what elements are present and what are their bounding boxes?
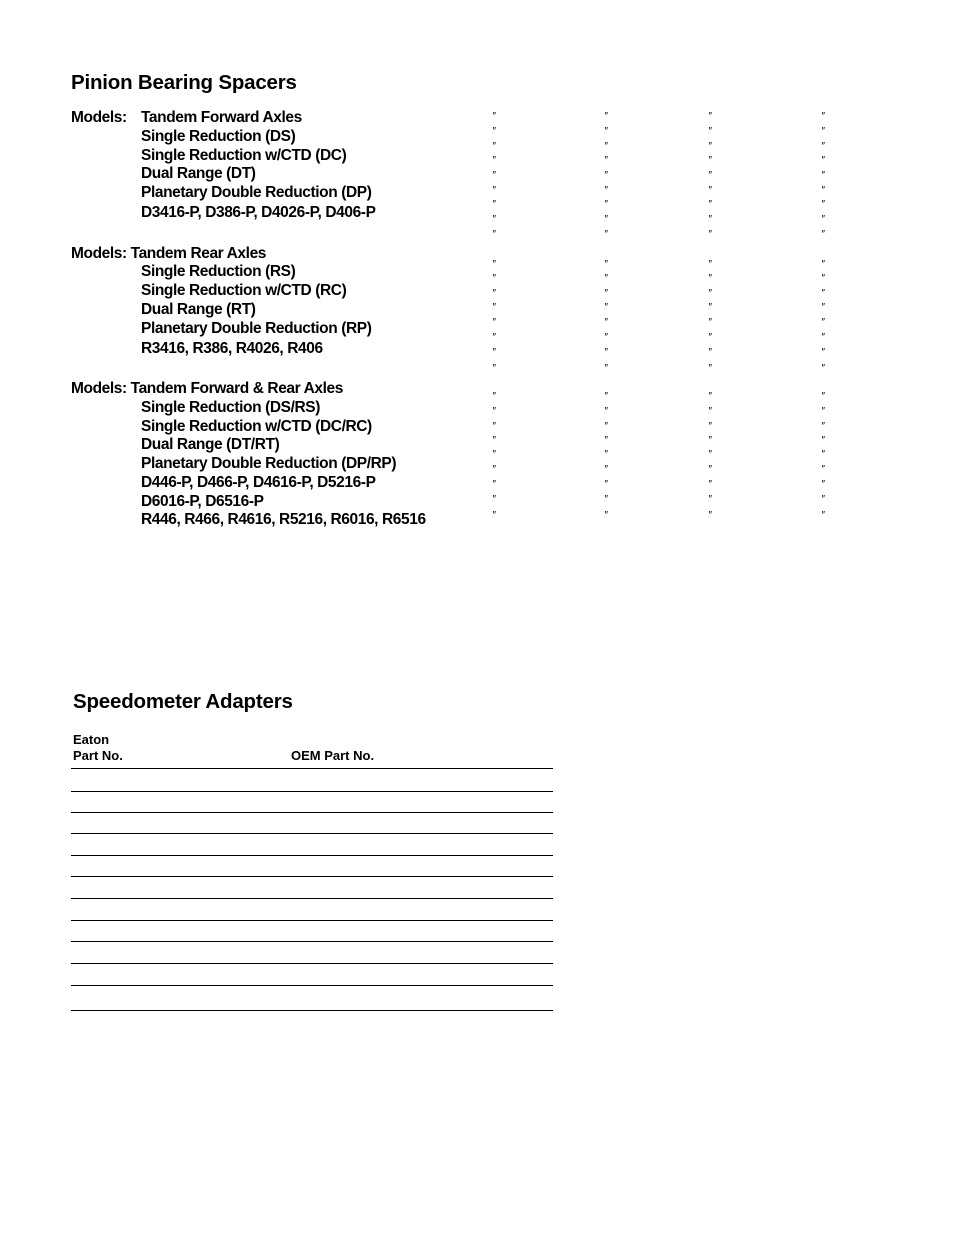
inch-mark: ″: [492, 259, 496, 270]
inch-mark: ″: [708, 170, 712, 181]
inch-mark: ″: [492, 317, 496, 328]
inch-mark: ″: [821, 302, 825, 313]
inch-mark: ″: [708, 126, 712, 137]
group-3-model: Single Reduction (DS/RS): [141, 399, 320, 416]
inch-mark: ″: [604, 214, 608, 225]
inch-mark: ″: [604, 317, 608, 328]
inch-mark: ″: [708, 141, 712, 152]
group-1-label: Models:: [71, 109, 127, 126]
inch-mark: ″: [821, 259, 825, 270]
inch-mark: ″: [821, 435, 825, 446]
group-1-model: Dual Range (DT): [141, 165, 256, 182]
inch-mark: ″: [821, 288, 825, 299]
inch-mark: ″: [708, 229, 712, 240]
table-row: [71, 876, 553, 877]
inch-mark: ″: [604, 494, 608, 505]
inch-mark: ″: [492, 199, 496, 210]
inch-mark: ″: [708, 347, 712, 358]
inch-mark: ″: [604, 435, 608, 446]
inch-mark: ″: [708, 111, 712, 122]
group-2-model: Single Reduction w/CTD (RC): [141, 282, 347, 299]
inch-mark: ″: [708, 464, 712, 475]
inch-mark: ″: [821, 464, 825, 475]
table-row: [71, 985, 553, 986]
inch-mark: ″: [708, 185, 712, 196]
inch-mark: ″: [604, 406, 608, 417]
oem-part-header: OEM Part No.: [291, 748, 375, 763]
group-3-model: D446-P, D466-P, D4616-P, D5216-P: [141, 474, 376, 491]
inch-mark: ″: [708, 494, 712, 505]
inch-mark: ″: [604, 141, 608, 152]
inch-mark: ″: [604, 421, 608, 432]
inch-mark: ″: [492, 435, 496, 446]
inch-mark: ″: [492, 302, 496, 313]
inch-mark: ″: [708, 288, 712, 299]
inch-mark: ″: [708, 510, 712, 521]
inch-mark: ″: [821, 155, 825, 166]
inch-mark: ″: [492, 332, 496, 343]
table-row: [71, 963, 553, 964]
table-header-rule: [71, 768, 553, 769]
inch-mark: ″: [708, 332, 712, 343]
inch-mark: ″: [821, 421, 825, 432]
inch-mark: ″: [821, 391, 825, 402]
inch-mark: ″: [821, 510, 825, 521]
eaton-part-header-line2: Part No.: [73, 748, 123, 763]
inch-mark: ″: [821, 273, 825, 284]
inch-mark: ″: [492, 347, 496, 358]
inch-mark: ″: [604, 273, 608, 284]
inch-mark: ″: [708, 259, 712, 270]
group-1-model: Planetary Double Reduction (DP): [141, 184, 372, 201]
group-3-model: D6016-P, D6516-P: [141, 493, 264, 510]
inch-mark: ″: [708, 421, 712, 432]
inch-mark: ″: [492, 273, 496, 284]
table-row: [71, 833, 553, 834]
inch-mark: ″: [708, 155, 712, 166]
group-1-model: D3416-P, D386-P, D4026-P, D406-P: [141, 204, 376, 221]
group-3-label: Models: Tandem Forward & Rear Axles: [71, 380, 343, 397]
inch-mark: ″: [492, 155, 496, 166]
inch-mark: ″: [821, 214, 825, 225]
inch-mark: ″: [492, 214, 496, 225]
inch-mark: ″: [604, 464, 608, 475]
inch-mark: ″: [708, 302, 712, 313]
inch-mark: ″: [708, 479, 712, 490]
inch-mark: ″: [821, 141, 825, 152]
inch-mark: ″: [708, 199, 712, 210]
group-1-model: Single Reduction (DS): [141, 128, 296, 145]
inch-mark: ″: [492, 406, 496, 417]
table-row: [71, 898, 553, 899]
inch-mark: ″: [604, 363, 608, 374]
inch-mark: ″: [604, 302, 608, 313]
group-1-model: Single Reduction w/CTD (DC): [141, 147, 347, 164]
inch-mark: ″: [604, 510, 608, 521]
inch-mark: ″: [604, 449, 608, 460]
inch-mark: ″: [492, 494, 496, 505]
inch-mark: ″: [821, 317, 825, 328]
inch-mark: ″: [604, 347, 608, 358]
inch-mark: ″: [821, 406, 825, 417]
inch-mark: ″: [821, 479, 825, 490]
inch-mark: ″: [821, 126, 825, 137]
inch-mark: ″: [708, 363, 712, 374]
group-3-model: R446, R466, R4616, R5216, R6016, R6516: [141, 511, 426, 528]
group-2-model: R3416, R386, R4026, R406: [141, 340, 323, 357]
group-3-model: Planetary Double Reduction (DP/RP): [141, 455, 397, 472]
inch-mark: ″: [492, 363, 496, 374]
inch-mark: ″: [492, 126, 496, 137]
table-row: [71, 1010, 553, 1011]
inch-mark: ″: [821, 347, 825, 358]
inch-mark: ″: [492, 185, 496, 196]
table-row: [71, 941, 553, 942]
inch-mark: ″: [492, 141, 496, 152]
table-row: [71, 791, 553, 792]
inch-mark: ″: [604, 391, 608, 402]
group-2-model: Dual Range (RT): [141, 301, 256, 318]
inch-mark: ″: [604, 229, 608, 240]
inch-mark: ″: [821, 199, 825, 210]
inch-mark: ″: [604, 155, 608, 166]
inch-mark: ″: [492, 449, 496, 460]
inch-mark: ″: [821, 170, 825, 181]
inch-mark: ″: [492, 170, 496, 181]
inch-mark: ″: [821, 494, 825, 505]
inch-mark: ″: [604, 479, 608, 490]
inch-mark: ″: [492, 111, 496, 122]
inch-mark: ″: [604, 111, 608, 122]
inch-mark: ″: [708, 317, 712, 328]
inch-mark: ″: [821, 332, 825, 343]
inch-mark: ″: [604, 170, 608, 181]
inch-mark: ″: [492, 229, 496, 240]
group-3-model: Dual Range (DT/RT): [141, 436, 280, 453]
inch-mark: ″: [708, 214, 712, 225]
inch-mark: ″: [821, 185, 825, 196]
inch-mark: ″: [821, 449, 825, 460]
inch-mark: ″: [708, 406, 712, 417]
inch-mark: ″: [604, 259, 608, 270]
table-row: [71, 920, 553, 921]
inch-mark: ″: [708, 391, 712, 402]
group-3-model: Single Reduction w/CTD (DC/RC): [141, 418, 372, 435]
group-2-model: Single Reduction (RS): [141, 263, 296, 280]
inch-mark: ″: [708, 449, 712, 460]
inch-mark: ″: [492, 510, 496, 521]
group-2-label: Models: Tandem Rear Axles: [71, 245, 267, 262]
inch-mark: ″: [492, 391, 496, 402]
inch-mark: ″: [604, 126, 608, 137]
inch-mark: ″: [492, 288, 496, 299]
inch-mark: ″: [708, 435, 712, 446]
table-row: [71, 812, 553, 813]
inch-mark: ″: [492, 464, 496, 475]
inch-mark: ″: [604, 288, 608, 299]
inch-mark: ″: [708, 273, 712, 284]
inch-mark: ″: [492, 479, 496, 490]
inch-mark: ″: [604, 332, 608, 343]
pinion-section-title: Pinion Bearing Spacers: [71, 71, 297, 94]
speedometer-section-title: Speedometer Adapters: [73, 690, 293, 713]
group-2-model: Planetary Double Reduction (RP): [141, 320, 372, 337]
table-row: [71, 855, 553, 856]
inch-mark: ″: [821, 363, 825, 374]
inch-mark: ″: [821, 111, 825, 122]
inch-mark: ″: [604, 185, 608, 196]
group-1-model: Tandem Forward Axles: [141, 109, 302, 126]
inch-mark: ″: [821, 229, 825, 240]
inch-mark: ″: [492, 421, 496, 432]
eaton-part-header-line1: Eaton: [73, 732, 110, 747]
inch-mark: ″: [604, 199, 608, 210]
